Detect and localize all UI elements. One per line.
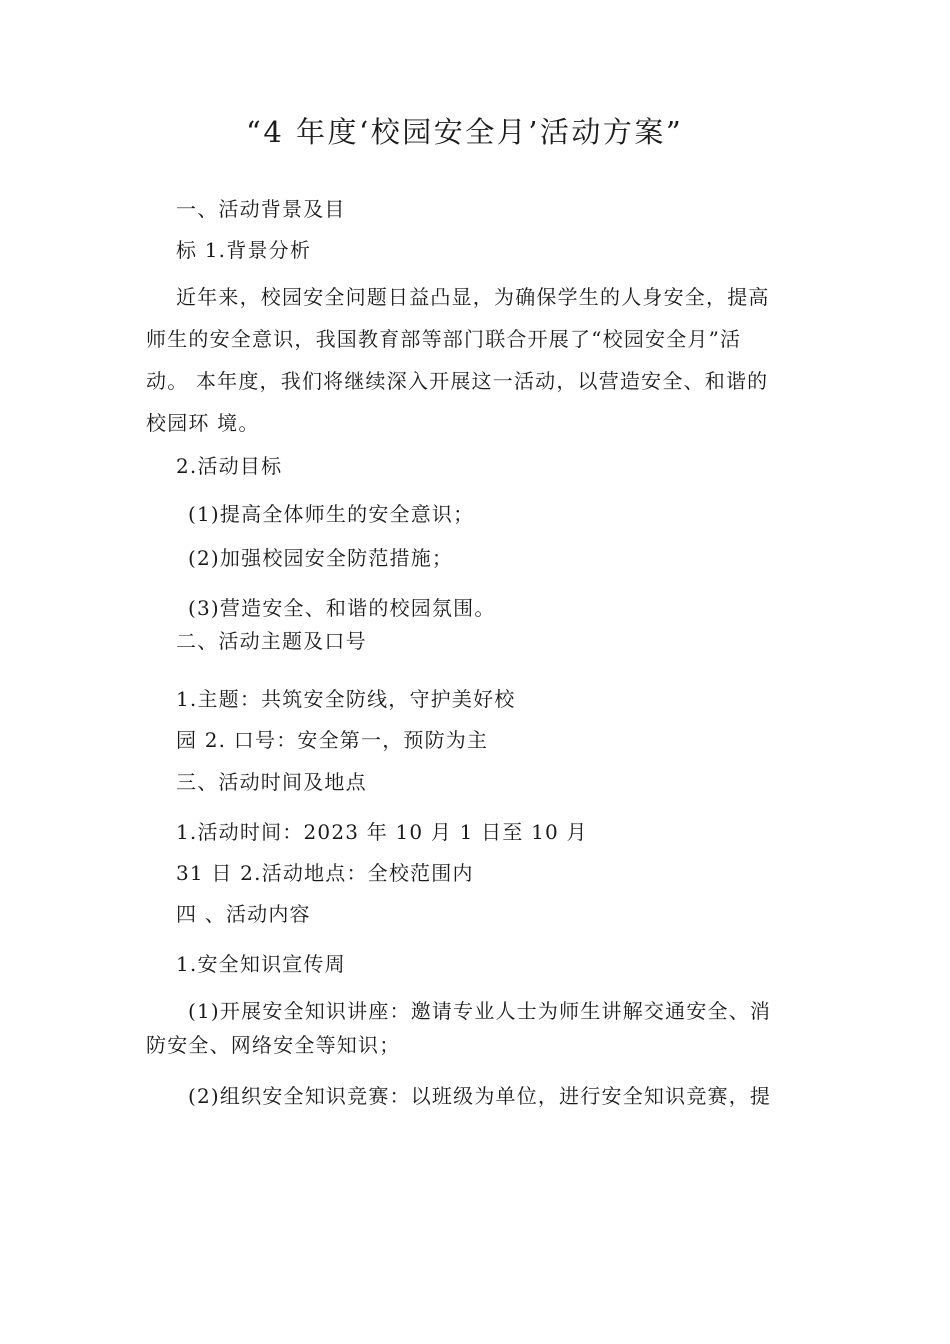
list-item: (1)开展安全知识讲座：邀请专业人士为师生讲解交通安全、消: [188, 999, 772, 1023]
subsection-heading: 1.安全知识宣传周: [176, 952, 346, 976]
section-heading-3: 三、活动时间及地点: [176, 770, 367, 794]
document-title: “4 年度‘校园安全月’活动方案”: [246, 115, 684, 149]
list-item: (3)营造安全、和谐的校园氛围。: [188, 596, 496, 620]
paragraph-line: 防安全、网络安全等知识；: [146, 1033, 401, 1057]
paragraph-line: 近年来，校园安全问题日益凸显，为确保学生的人身安全，提高: [176, 285, 770, 309]
section-heading-2: 二、活动主题及口号: [176, 629, 367, 653]
paragraph-line: 师生的安全意识，我国教育部等部门联合开展了“校园安全月”活: [146, 327, 742, 351]
paragraph-line: 动。 本年度，我们将继续深入开展这一活动，以营造安全、和谐的: [146, 369, 769, 393]
paragraph-line: 31 日 2.活动地点：全校范围内: [176, 861, 474, 885]
paragraph-line: 1.活动时间：2023 年 10 月 1 日至 10 月: [176, 820, 588, 844]
subsection-heading: 2.活动目标: [176, 454, 283, 478]
paragraph-line: 园 2. 口号：安全第一，预防为主: [176, 728, 489, 752]
section-heading-1: 一、活动背景及目: [176, 197, 346, 221]
list-item: (2)组织安全知识竞赛：以班级为单位，进行安全知识竞赛，提: [188, 1084, 772, 1108]
list-item: (1)提高全体师生的安全意识；: [188, 502, 475, 526]
section-heading-4: 四 、活动内容: [176, 902, 311, 926]
paragraph-line: 1.主题：共筑安全防线，守护美好校: [176, 687, 516, 711]
list-item: (2)加强校园安全防范措施；: [188, 546, 454, 570]
subsection-heading: 标 1.背景分析: [176, 238, 312, 262]
paragraph-line: 校园环 境。: [146, 411, 260, 435]
